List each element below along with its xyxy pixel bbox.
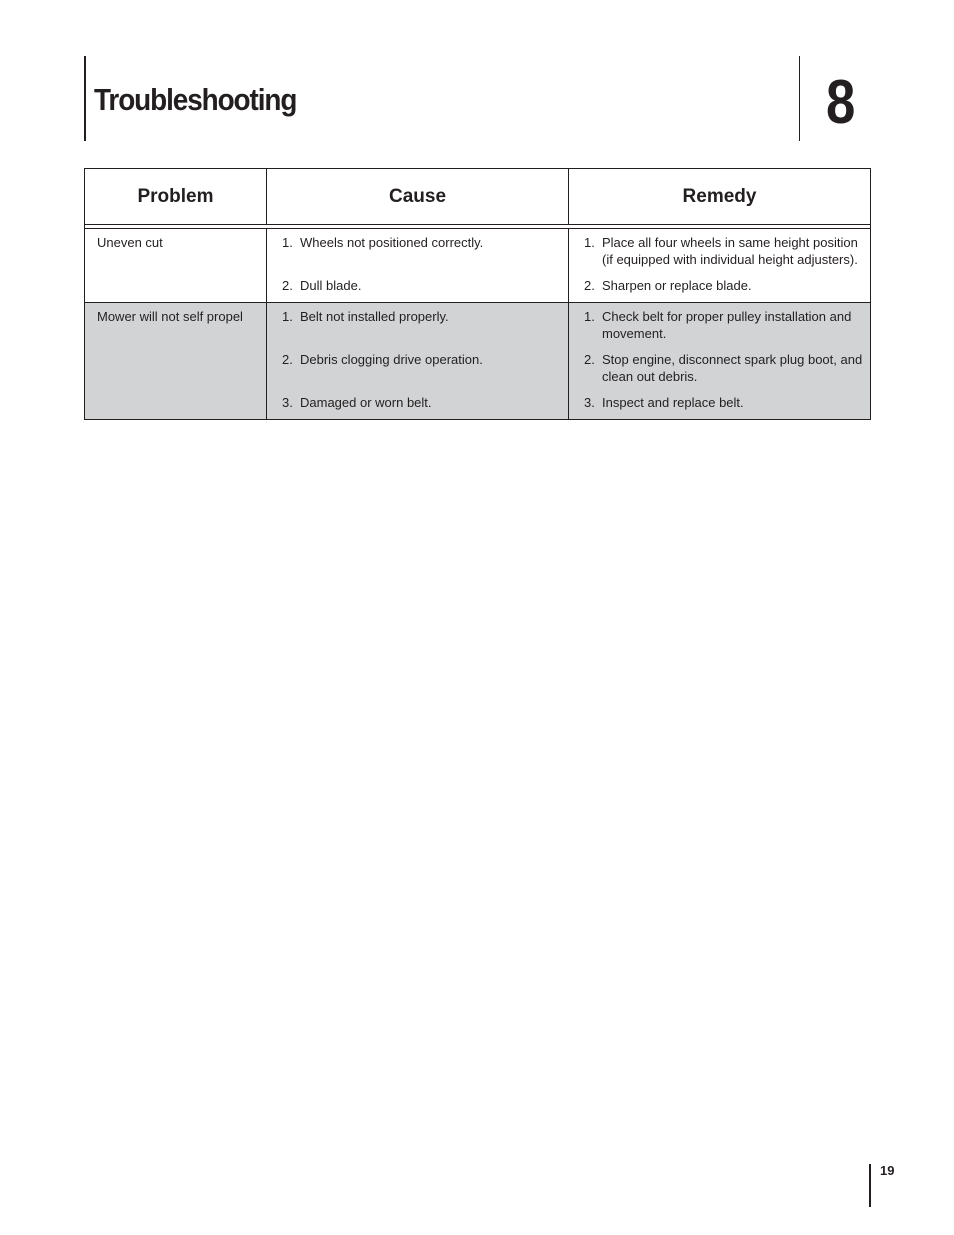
item-number: 1. — [584, 235, 595, 250]
remedy-item — [584, 351, 866, 385]
column-header-remedy: Remedy — [682, 185, 757, 207]
item-text: Dull blade. — [300, 278, 362, 293]
item-text: Belt not installed properly. — [300, 309, 449, 324]
cause-item — [282, 308, 562, 325]
item-text: Wheels not positioned correctly. — [300, 235, 484, 250]
table-row — [85, 302, 870, 419]
item-text: Stop engine, disconnect spark plug boot, and clean out debris. — [602, 352, 863, 384]
item-text: Inspect and replace belt. — [602, 395, 744, 410]
item-text: Sharpen or replace blade. — [602, 278, 752, 293]
item-number: 2. — [584, 352, 595, 367]
item-number: 3. — [282, 395, 293, 410]
table-body — [85, 229, 870, 419]
item-number: 1. — [584, 309, 595, 324]
cause-item — [282, 234, 562, 251]
item-text: Debris clogging drive operation. — [300, 352, 483, 367]
page-title: Troubleshooting — [94, 82, 297, 117]
problem-cell: Uneven cut — [85, 229, 267, 302]
cause-cell — [267, 229, 569, 302]
table-header — [85, 169, 870, 225]
chapter-rule — [799, 56, 800, 141]
item-number: 1. — [282, 235, 293, 250]
column-header-problem: Problem — [85, 169, 267, 224]
item-number: 2. — [584, 278, 595, 293]
item-number: 1. — [282, 309, 293, 324]
cause-item — [282, 351, 562, 368]
title-rule — [84, 56, 86, 141]
item-number: 3. — [584, 395, 595, 410]
cause-item — [282, 394, 562, 411]
remedy-item — [584, 394, 866, 411]
page-number-rule — [869, 1164, 871, 1207]
column-header-cause: Cause — [267, 169, 569, 224]
problem-cell: Mower will not self propel — [85, 303, 267, 419]
item-number: 2. — [282, 278, 293, 293]
item-text: Damaged or worn belt. — [300, 395, 432, 410]
remedy-item — [584, 308, 866, 342]
remedy-item — [584, 234, 866, 268]
item-text: Place all four wheels in same height position (if equipped with individual height adjusters). — [602, 235, 858, 267]
remedy-item — [584, 277, 866, 294]
page-number: 19 — [880, 1163, 895, 1178]
item-number: 2. — [282, 352, 293, 367]
cause-item — [282, 277, 562, 294]
troubleshooting-table — [84, 168, 871, 420]
cause-cell — [267, 303, 569, 419]
remedy-cell — [569, 303, 870, 419]
table-row — [85, 229, 870, 302]
item-text: Check belt for proper pulley installation and movement. — [602, 309, 852, 341]
remedy-cell — [569, 229, 870, 302]
chapter-number: 8 — [826, 68, 856, 137]
